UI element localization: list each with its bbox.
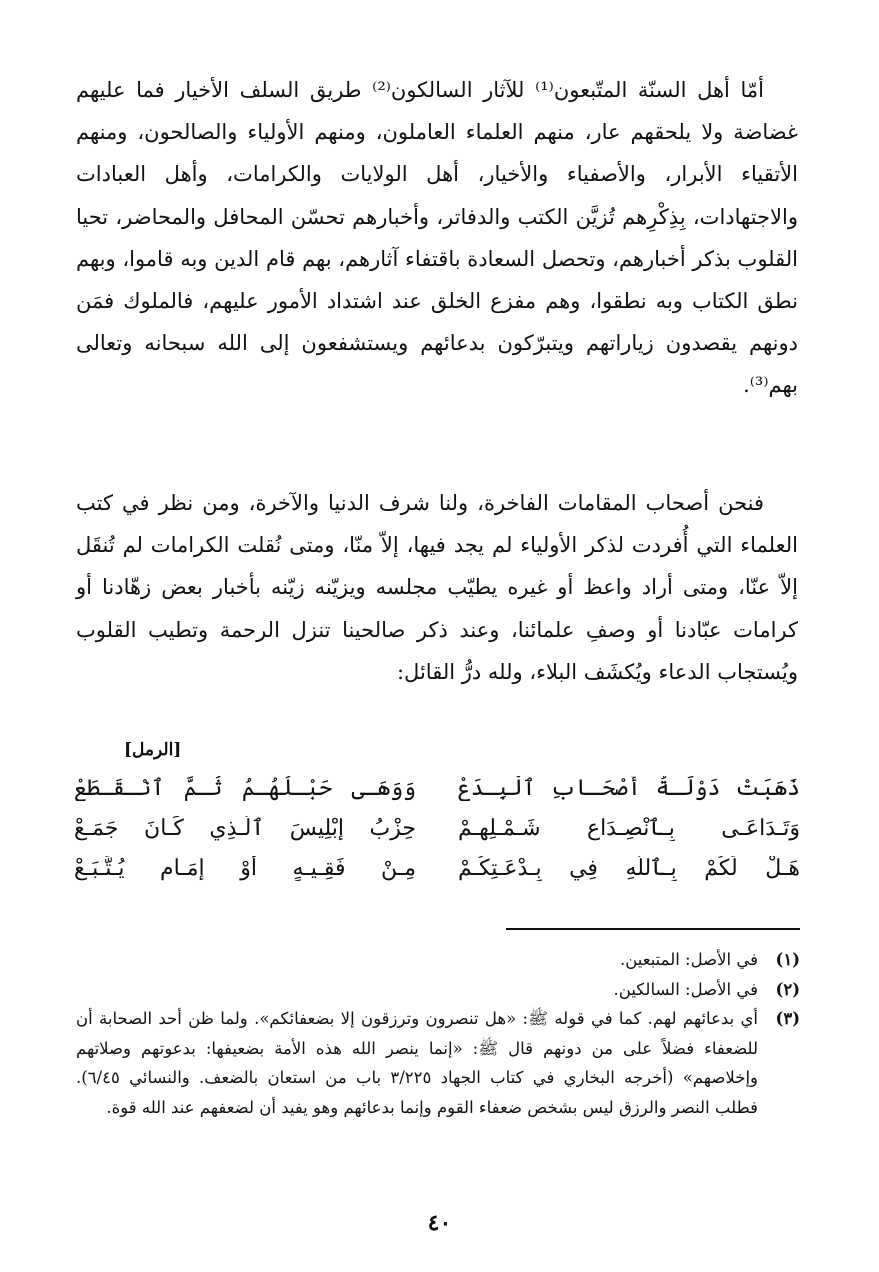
poem: [74, 768, 800, 888]
footnote-separator-line: [506, 928, 800, 930]
poem-verse-3: [74, 848, 800, 888]
verse-1-first-hemistich: ذَهَبَتْ دَوْلَـةُ أَصْحَـابِ ٱلْبِـدَعْ: [458, 775, 800, 801]
footnote-1: [76, 945, 800, 975]
page-number: ٤٠: [427, 1210, 452, 1236]
footnote-2: [76, 975, 800, 1005]
verse-3-second-hemistich: مِـنْ فَقِـيـهٍ أَوْ إِمَـامٍ يُـتَّـبَـعْ: [74, 855, 416, 881]
body-paragraph-2: فنحن أصحاب المقامات الفاخرة، ولنا شرف الدنيا والآخرة، ومن نظر في كتب العلماء التي أُفردت لذكر الأولياء لم يجد فيها، إلاّ منّا، ومتى نُقلت الكرامات لم تُنقَل إلاّ عنّا، ومتى أراد واعظ أو غيره يطيّب مجلسه ويزيّنه زيّنه بأخبار بعض زهّادنا أو كرامات عبّادنا أو وصفِ علمائنا، وعند ذكر صالحينا تنزل الرحمة وتطيب القلوب ويُستجاب الدعاء ويُكشَف البلاء، ولله درُّ القائل:: [76, 491, 798, 684]
body-paragraph-1: أمّا أهل السنّة المتّبعون⁽¹⁾ للآثار السالكون⁽²⁾ طريق السلف الأخيار فما عليهم غضاضة ولا يلحقهم عار، منهم العلماء العاملون، ومنهم الأولياء والصالحون، ومنهم الأتقياء الأبرار، والأصفياء والأخيار، أهل الولايات والكرامات، وأهل العبادات والاجتهادات، بِذِكْرِهم تُزيَّن الكتب والدفاتر، وأخبارهم تحسّن المحافل والمحاضر، تحيا القلوب بذكر أخبارهم، وتحصل السعادة باقتفاء آثارهم، بهم قام الدين وبه قاموا، وبهم نطق الكتاب وبه نطقوا، وهم مفزع الخلق عند اشتداد الأمور عليهم، فالملوك فمَن دونهم يقصدون زياراتهم ويتبرّكون بدعائهم ويستشفعون إلى الله سبحانه وتعالى بهم⁽³⁾.: [76, 78, 798, 398]
footnote-1-number: (١): [775, 950, 800, 969]
footnote-3-text: أي بدعائهم لهم. كما في قوله ﷺ: «هل تنصرون وترزقون إلا بضعفائكم». ولما ظن أحد الصحابة أن للضعفاء فضلاً على من دونهم قال ﷺ: «إنما ينصر الله هذه الأمة بضعيفها: بدعوتهم وصلاتهم وإخلاصهم» (أخرجه البخاري في كتاب الجهاد ٣/٢٢٥ باب من استعان بالضعف. والنسائي ٦/٤٥). فطلب النصر والرزق ليس بشخص ضعفاء القوم وإنما بدعائهم وهو يفيد أن لضعفهم عند الله قوة.: [76, 1009, 759, 1117]
verse-2-first-hemistich: وَتَـدَاعَـى بِـٱنْصِـدَاعِ شَـمْـلِهِـمْ: [458, 815, 800, 841]
footnotes: [76, 945, 800, 1122]
verse-1-second-hemistich: وَوَهَـى حَبْـلُهُـمُ ثُـمَّ ٱنْـقَـطَعْ: [74, 775, 416, 801]
footnote-3-number: (٣): [775, 1009, 800, 1028]
footnote-3: [76, 1004, 800, 1122]
poem-meter-label: [الرمل]: [124, 740, 182, 760]
poem-verse-2: [74, 808, 800, 848]
verse-2-second-hemistich: حِزْبُ إِبْلِيسَ ٱلَّـذِي كَـانَ جَمَـعْ: [74, 815, 416, 841]
footnote-1-text: في الأصل: المتبعين.: [619, 950, 758, 969]
verse-3-first-hemistich: هَـلْ لَكُمْ بِـٱللَّهِ فِي بِـدْعَـتِكُـمْ: [458, 855, 800, 881]
poem-verse-1: [74, 768, 800, 808]
footnote-2-text: في الأصل: السالكين.: [613, 979, 758, 999]
footnote-2-number: (٢): [775, 979, 800, 999]
